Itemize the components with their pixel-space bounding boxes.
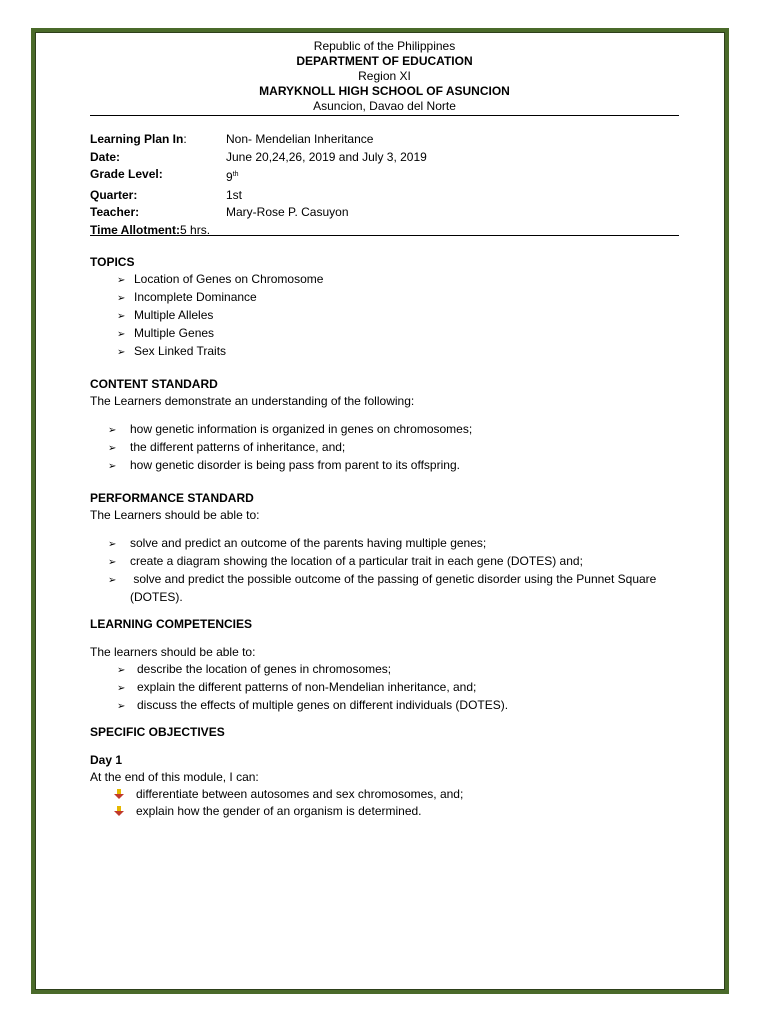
list-item: ➢ describe the location of genes in chromosomes; — [117, 661, 508, 679]
topics-title: TOPICS — [90, 255, 135, 269]
info-row-date — [90, 149, 427, 167]
grade-label: Grade Level: — [90, 167, 163, 181]
teacher-label: Teacher: — [90, 205, 140, 219]
info-row-grade — [90, 166, 427, 187]
arrow-bullet-icon: ➢ — [108, 461, 117, 472]
performance-standard-intro: The Learners should be able to: — [90, 508, 260, 522]
arrow-bullet-icon: ➢ — [108, 557, 117, 568]
plan-info — [90, 131, 427, 239]
performance-standard-section — [90, 490, 656, 606]
specific-objectives-title: SPECIFIC OBJECTIVES — [90, 725, 225, 739]
date-label: Date: — [90, 149, 121, 164]
arrow-bullet-icon: ➢ — [117, 311, 126, 322]
performance-standard-list — [108, 535, 656, 606]
specific-objectives-intro: At the end of this module, I can: — [90, 770, 259, 784]
list-item: explain how the gender of an organism is determined. — [114, 803, 463, 820]
list-item: ➢ Multiple Alleles — [117, 307, 323, 325]
topics-list — [117, 271, 323, 361]
teacher-value: Mary-Rose P. Casuyon — [226, 205, 349, 219]
header-department: DEPARTMENT OF EDUCATION — [296, 54, 473, 68]
specific-objectives-list — [114, 786, 463, 820]
time-label: Time Allotment: — [90, 222, 181, 237]
header-republic: Republic of the Philippines — [313, 39, 456, 53]
grade-sup: th — [232, 171, 239, 178]
info-row-quarter — [90, 187, 427, 205]
document-header — [90, 39, 679, 114]
day-heading: Day 1 — [90, 753, 123, 767]
list-item: ➢ solve and predict an outcome of the parents having multiple genes; — [108, 535, 656, 553]
quarter-label: Quarter: — [90, 187, 138, 202]
info-row-teacher — [90, 204, 427, 222]
content-standard-section — [90, 376, 472, 475]
list-item: ➢ the different patterns of inheritance, and; — [108, 439, 472, 457]
plan-label: Learning Plan In — [90, 132, 184, 146]
arrow-bullet-icon: ➢ — [117, 275, 126, 286]
info-row-plan — [90, 131, 427, 149]
list-item: ➢ Location of Genes on Chromosome — [117, 271, 323, 289]
arrow-bullet-icon: ➢ — [108, 575, 117, 586]
arrow-down-bullet-icon — [114, 804, 124, 814]
list-item: ➢ Incomplete Dominance — [117, 289, 323, 307]
content-standard-title: CONTENT STANDARD — [90, 377, 218, 391]
arrow-bullet-icon: ➢ — [117, 665, 126, 676]
arrow-bullet-icon: ➢ — [117, 329, 126, 340]
learning-competencies-title: LEARNING COMPETENCIES — [90, 617, 253, 631]
list-item: ➢ Sex Linked Traits — [117, 343, 323, 361]
header-address: Asuncion, Davao del Norte — [313, 99, 456, 113]
info-rule — [90, 235, 679, 236]
plan-value: Non- Mendelian Inheritance — [226, 132, 374, 146]
list-item: ➢ solve and predict the possible outcome of the passing of genetic disorder using the Punnet Square — [108, 571, 656, 589]
arrow-bullet-icon: ➢ — [117, 293, 126, 304]
content-standard-list — [108, 421, 472, 475]
info-row-time — [90, 222, 427, 240]
list-item-continuation: (DOTES). — [130, 590, 183, 604]
header-school: MARYKNOLL HIGH SCHOOL OF ASUNCION — [259, 84, 510, 98]
list-item: ➢ how genetic disorder is being pass from parent to its offspring. — [108, 457, 472, 475]
performance-standard-title: PERFORMANCE STANDARD — [90, 491, 254, 505]
list-item: ➢ discuss the effects of multiple genes on different individuals (DOTES). — [117, 697, 508, 715]
arrow-down-bullet-icon — [114, 787, 124, 797]
list-item: differentiate between autosomes and sex chromosomes, and; — [114, 786, 463, 803]
specific-objectives-section — [90, 724, 463, 820]
list-item: ➢ explain the different patterns of non-Mendelian inheritance, and; — [117, 679, 508, 697]
arrow-bullet-icon: ➢ — [108, 539, 117, 550]
list-item: ➢ create a diagram showing the location of a particular trait in each gene (DOTES) and; — [108, 553, 656, 571]
header-region: Region XI — [358, 69, 411, 83]
header-rule — [90, 115, 679, 116]
topics-section — [90, 254, 323, 361]
arrow-bullet-icon: ➢ — [117, 683, 126, 694]
plan-colon: : — [183, 132, 187, 146]
learning-competencies-list — [117, 661, 508, 715]
arrow-bullet-icon: ➢ — [108, 443, 117, 454]
list-item: ➢ how genetic information is organized in genes on chromosomes; — [108, 421, 472, 439]
arrow-bullet-icon: ➢ — [117, 701, 126, 712]
learning-competencies-intro: The learners should be able to: — [90, 645, 256, 659]
content-standard-intro: The Learners demonstrate an understanding of the following: — [90, 394, 415, 408]
arrow-bullet-icon: ➢ — [108, 425, 117, 436]
learning-competencies-section — [90, 616, 508, 715]
date-value: June 20,24,26, 2019 and July 3, 2019 — [226, 149, 427, 164]
list-item: ➢ Multiple Genes — [117, 325, 323, 343]
quarter-value: 1st — [226, 187, 243, 202]
arrow-bullet-icon: ➢ — [117, 347, 126, 358]
grade-value: 9 — [226, 170, 233, 184]
time-value: 5 hrs. — [180, 222, 211, 237]
